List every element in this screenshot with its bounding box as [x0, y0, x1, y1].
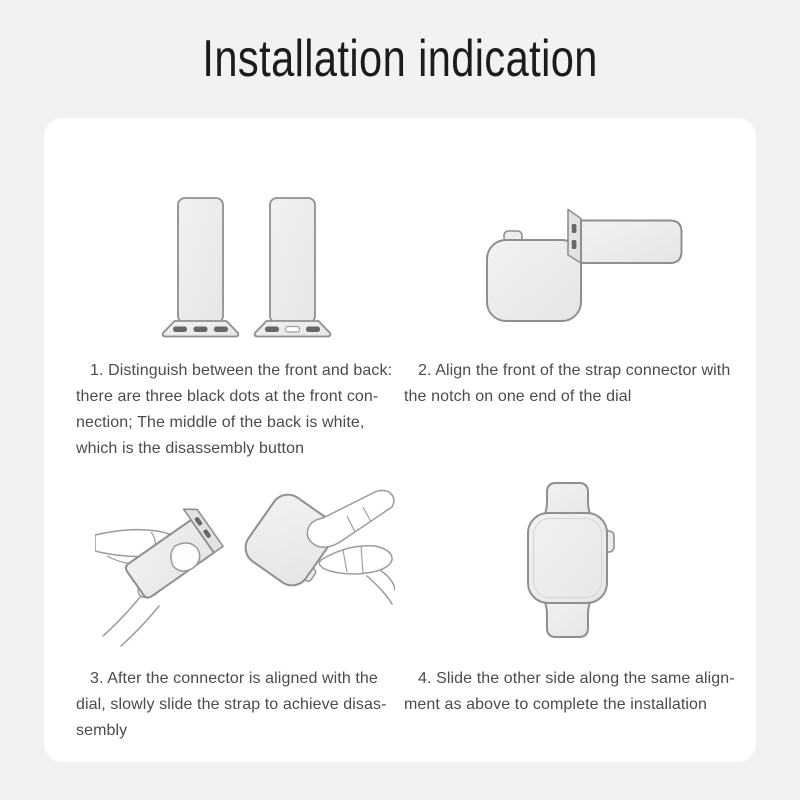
- front-black-dot-right: [214, 327, 228, 333]
- step-3-line-2: dial, slowly slide the strap to achieve disas-: [76, 696, 387, 713]
- step-1-strap-front-back-illustration: [150, 185, 345, 345]
- step-4-text: [404, 666, 740, 718]
- connector-slot-bottom: [572, 240, 577, 249]
- connector-slot-top: [572, 224, 577, 233]
- right-index-finger: [307, 490, 394, 547]
- step-2-line-2: the notch on one end of the dial: [404, 388, 632, 405]
- right-hand: [307, 490, 395, 604]
- step-1-line-2: there are three black dots at the front con-: [76, 388, 379, 405]
- step-3-text: [76, 666, 412, 744]
- front-black-dot-middle: [194, 327, 208, 333]
- step-3-line-3: sembly: [76, 722, 128, 739]
- dial-body: [487, 240, 581, 321]
- instructions-card: [44, 118, 756, 762]
- step-1-line-4: which is the disassembly button: [76, 440, 305, 457]
- disassembly-button: [286, 327, 300, 333]
- step-1-line-3: nection; The middle of the back is white,: [76, 414, 365, 431]
- back-dot-right: [306, 327, 320, 333]
- step-2-align-connector-illustration: [450, 195, 710, 340]
- step-2-text: [404, 358, 740, 410]
- right-fingers: [319, 546, 392, 574]
- left-thumb: [171, 543, 200, 571]
- step-2-line-1: 2. Align the front of the strap connector with: [418, 362, 731, 379]
- strap-front: [163, 198, 239, 337]
- page-header: [0, 0, 800, 118]
- step-3-slide-strap-illustration: [95, 480, 395, 650]
- strap-band: [581, 221, 682, 264]
- strap-back: [255, 198, 331, 337]
- strap-connector-plate: [568, 210, 581, 264]
- page-title: Installation indication: [202, 30, 598, 88]
- watch-body: [528, 513, 607, 603]
- step-3-line-1: 3. After the connector is aligned with the: [90, 670, 378, 687]
- back-dot-left: [265, 327, 279, 333]
- step-4-assembled-watch-illustration: [490, 470, 670, 660]
- front-black-dot-left: [173, 327, 187, 333]
- step-1-text: [76, 358, 412, 462]
- step-4-line-1: 4. Slide the other side along the same align-: [418, 670, 735, 687]
- step-4-line-2: ment as above to complete the installation: [404, 696, 708, 713]
- step-1-line-1: 1. Distinguish between the front and back:: [90, 362, 393, 379]
